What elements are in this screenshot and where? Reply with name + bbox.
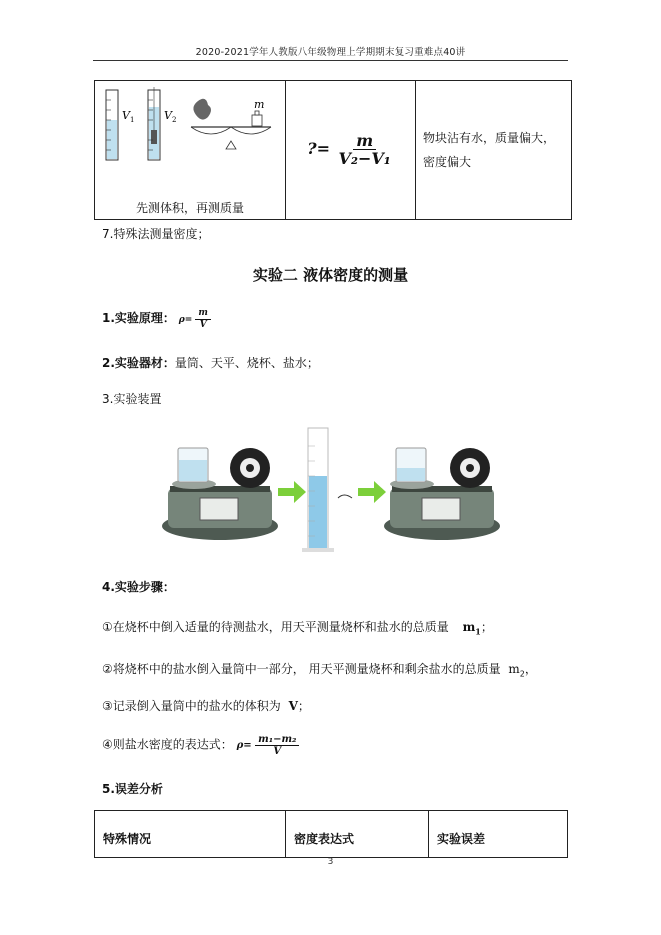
header-divider [93,60,568,61]
density-formula [307,130,394,169]
method-table [94,80,572,220]
step-3 [102,697,310,714]
setup-label: 3.实验装置 [102,392,162,406]
step-4-denominator: V [273,746,282,757]
volume-mass-diagram [96,85,284,195]
equipment-text: 量筒、天平、烧杯、盐水； [174,356,319,370]
step-2-symbol: m [508,662,520,676]
header-special-case: 特殊情况 [95,811,286,858]
step-4-lhs: ρ= [236,740,252,752]
principle-numerator: m [195,309,211,320]
diagram-cell [95,81,286,220]
v2-subscript: 2 [172,115,177,124]
note-cell [416,81,572,220]
step-3-end: ； [297,699,310,713]
step-1-symbol: m [462,620,476,634]
page-number: 3 [327,857,334,867]
v1-subscript: 1 [130,115,135,124]
steps-label: 4.实验步骤： [102,580,175,594]
section-title: 实验二 液体密度的测量 [252,266,409,284]
principle-denominator: V [199,319,207,330]
page-header: 2020-2021学年人教版八年级物理上学期期末复习重难点40讲 [195,47,466,58]
apparatus-illustration [160,426,500,554]
principle-lhs: ρ= [178,315,193,326]
v2-label: V [164,108,172,122]
formula-cell [286,81,416,220]
table-row [95,81,572,220]
formula-denominator: V₂−V₁ [338,149,391,169]
step-3-symbol: V [288,699,298,713]
item-7: 7.特殊法测量密度； [102,227,210,241]
principle-formula [178,308,211,330]
header-density-expression: 密度表达式 [286,811,429,858]
formula-lhs: ?= [307,139,330,159]
step-2-end: ， [524,662,537,676]
step-2 [102,660,537,678]
principle-line [102,309,211,330]
step-4-text: ④则盐水密度的表达式： [102,737,233,752]
step-2-subscript: 2 [519,669,525,679]
step-1 [102,618,493,636]
formula-numerator: m [353,132,376,151]
error-analysis-table [94,810,568,858]
mass-label: m [254,97,265,111]
error-note: 物块沾有水，质量偏大，密度偏大 [423,131,556,169]
header-experimental-error: 实验误差 [429,811,568,858]
step-4-numerator: m₁−m₂ [255,734,299,746]
table-row [95,811,568,858]
step-1-text: ①在烧杯中倒入适量的待测盐水，用天平测量烧杯和盐水的总质量 [102,620,449,634]
step-3-text: ③记录倒入量筒中的盐水的体积为 [102,699,281,713]
equipment-line [102,354,319,371]
v1-label: V [122,108,130,122]
step-1-end: ； [480,620,493,634]
step-4 [102,734,299,758]
principle-label: 1.实验原理： [102,311,175,326]
step-4-formula [236,734,300,757]
equipment-label: 2.实验器材： [102,356,175,370]
error-analysis-label: 5.误差分析 [102,782,163,796]
step-1-subscript: 1 [475,626,481,637]
diagram-caption: 先测体积，再测质量 [135,200,244,215]
step-2-text: ②将烧杯中的盐水倒入量筒中一部分， 用天平测量烧杯和剩余盐水的总质量 [102,662,501,676]
